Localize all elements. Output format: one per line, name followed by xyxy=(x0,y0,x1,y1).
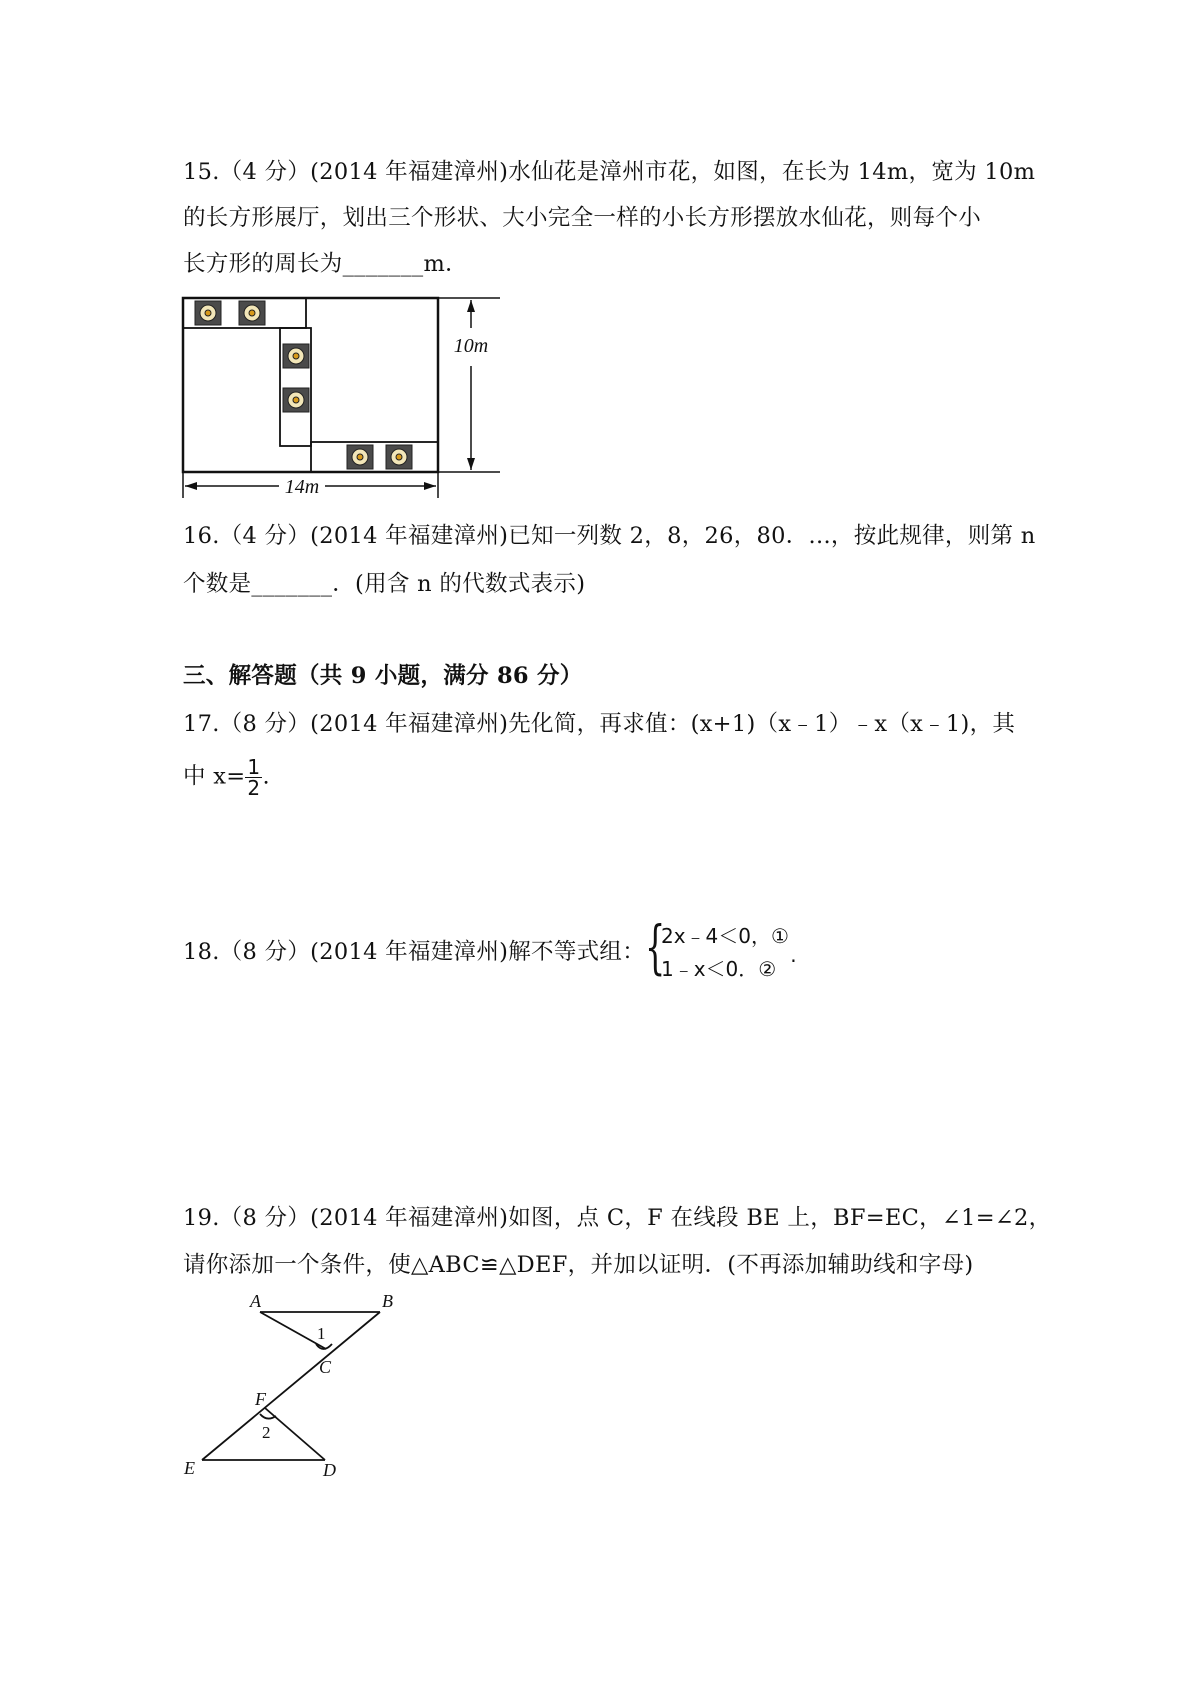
point-C-label: C xyxy=(319,1357,332,1377)
small-rectangle-bottom xyxy=(311,442,438,472)
q19-line-2: 请你添加一个条件，使△ABC≌△DEF，并加以证明．(不再添加辅助线和字母) xyxy=(183,1252,974,1278)
q15-line-1: 15.（4 分）(2014 年福建漳州)水仙花是漳州市花，如图，在长为 14m，宽为 10m xyxy=(183,159,1036,185)
inequality-system-period: . xyxy=(790,943,797,967)
q17-line-2 xyxy=(183,757,270,798)
q18-text: 18.（8 分）(2014 年福建漳州)解不等式组： xyxy=(183,939,646,965)
inequality-2-text: 1﹣x＜0．② xyxy=(661,957,777,981)
q17-line-1: 17.（8 分）(2014 年福建漳州)先化简，再求值：(x+1)（x﹣1）﹣x（x﹣1)，其 xyxy=(183,711,1016,737)
q19-triangles-figure xyxy=(180,1290,410,1480)
height-label: 10m xyxy=(453,335,489,357)
q16-line-2: 个数是_______．(用含 n 的代数式表示) xyxy=(183,571,586,597)
point-B-label: B xyxy=(382,1291,393,1311)
x-value-fraction xyxy=(245,757,262,798)
flower-icons xyxy=(195,301,412,469)
point-A-label: A xyxy=(250,1291,261,1311)
angle-2-label: 2 xyxy=(262,1423,271,1442)
q15-exhibition-hall-figure xyxy=(175,290,515,505)
q17-line-2-suffix: . xyxy=(262,763,270,790)
section-heading: 三、解答题（共 9 小题，满分 86 分） xyxy=(183,663,583,689)
segment-BE xyxy=(202,1312,380,1460)
point-D-label: D xyxy=(323,1460,336,1480)
segment-FD xyxy=(265,1408,325,1460)
inequality-2 xyxy=(661,943,797,986)
q15-line-2: 的长方形展厅，划出三个形状、大小完全一样的小长方形摆放水仙花，则每个小 xyxy=(183,205,982,231)
q19-line-1: 19.（8 分）(2014 年福建漳州)如图，点 C，F 在线段 BE 上，BF=EC，∠1=∠2， xyxy=(183,1205,1052,1231)
fraction-denominator: 2 xyxy=(247,776,261,800)
angle-1-label: 1 xyxy=(317,1324,326,1343)
fraction-numerator: 1 xyxy=(247,755,261,779)
inequality-1: 2x﹣4＜0，① xyxy=(661,924,789,948)
q17-line-2-prefix: 中 x= xyxy=(183,763,246,790)
q16-line-1: 16.（4 分）(2014 年福建漳州)已知一列数 2，8，26，80．...，按此规律，则第 n xyxy=(183,523,1036,549)
q15-line-3: 长方形的周长为_______m． xyxy=(183,251,468,277)
point-F-label: F xyxy=(255,1389,266,1409)
width-label: 14m xyxy=(284,476,320,498)
point-E-label: E xyxy=(184,1458,195,1478)
left-brace: { xyxy=(645,913,666,981)
